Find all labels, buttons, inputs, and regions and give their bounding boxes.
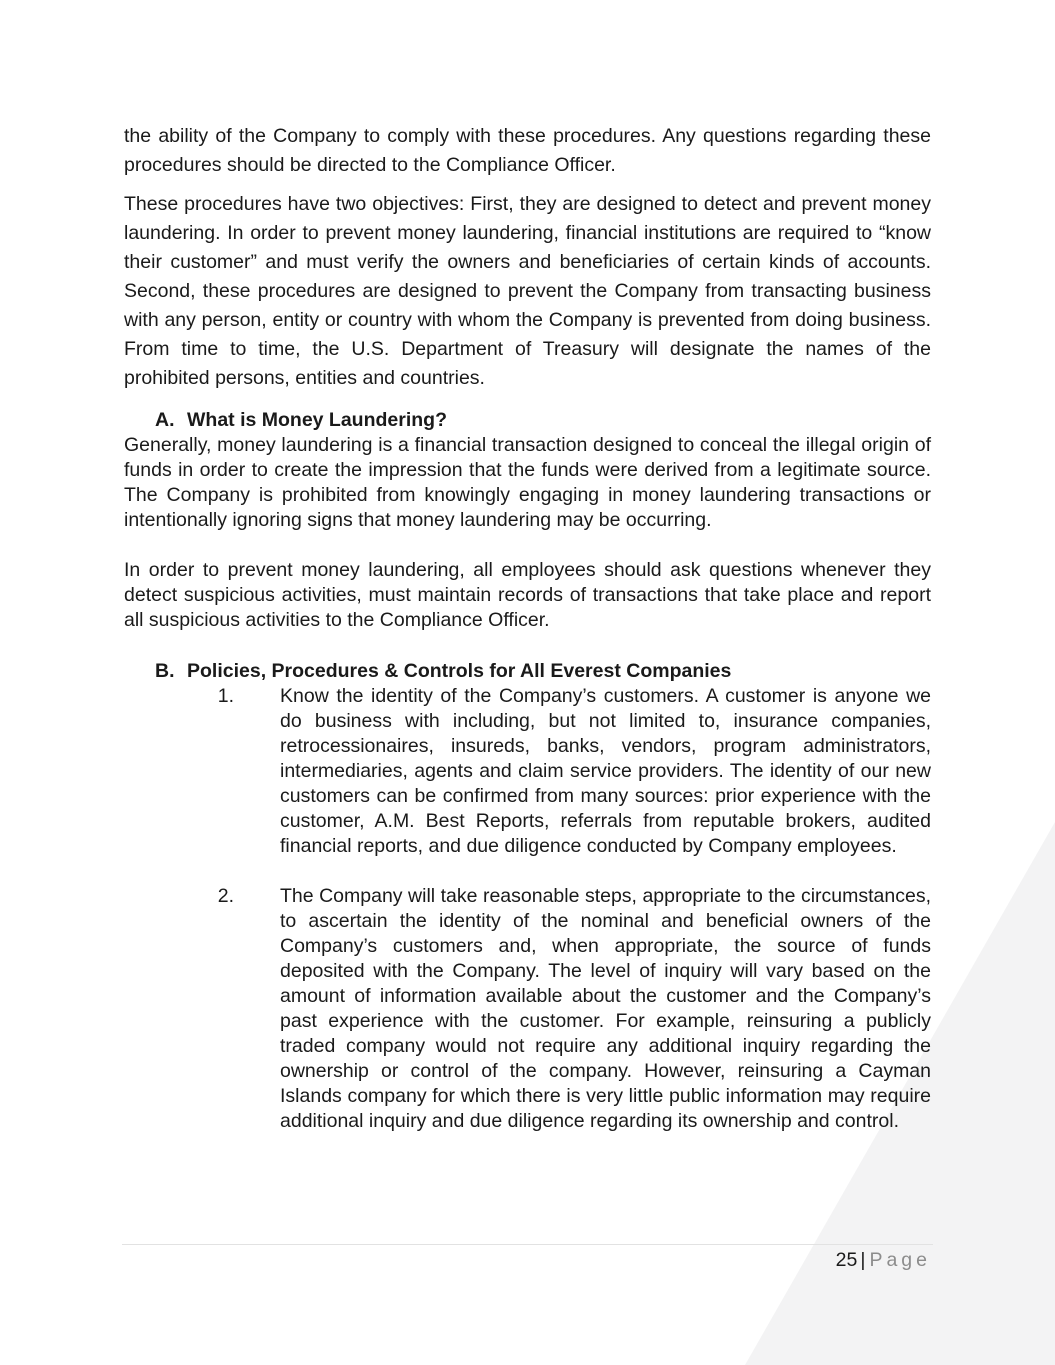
page-number: 25 xyxy=(835,1249,858,1271)
page-label: Page xyxy=(869,1249,931,1271)
list-item-number: 1. xyxy=(217,685,234,707)
intro-paragraph-2: These procedures have two objectives: First, they are designed to detect and prevent money laundering. In order to prevent money laundering, financial institutions are required to “know their customer” and must verify the owners and beneficiaries of certain kinds of accounts. Second, these procedures are designed to prevent the Company from transacting business with any person, entity or country with whom the Company is prevented from doing business. From time to time, the U.S. Department of Treasury will designate the names of the prohibited persons, entities and countries. xyxy=(124,193,931,389)
intro-paragraph-1: the ability of the Company to comply with these procedures. Any questions regarding these procedures should be directed to the Compliance Officer. xyxy=(124,125,931,176)
page-footer xyxy=(836,1247,931,1273)
section-a-paragraph-2: In order to prevent money laundering, all employees should ask questions whenever they detect suspicious activities, must maintain records of transactions that take place and report all suspicious activities to the Compliance Officer. xyxy=(124,559,931,631)
section-a-paragraph-1: Generally, money laundering is a financial transaction designed to conceal the illegal origin of funds in order to create the impression that the funds were derived from a legitimate source. The Company is prohibited from knowingly engaging in money laundering transactions or intentionally ignoring signs that money laundering may be occurring. xyxy=(124,434,931,531)
list-item xyxy=(124,884,931,1134)
section-a-heading xyxy=(124,407,931,433)
section-a-title: What is Money Laundering? xyxy=(187,409,448,431)
footer-divider xyxy=(122,1244,933,1245)
document-body xyxy=(124,122,931,1134)
list-item xyxy=(124,684,931,859)
list-item-number: 2. xyxy=(217,885,234,907)
list-item-text: Know the identity of the Company’s customers. A customer is anyone we do business with including, but not limited to, insurance companies, retrocessionaires, insureds, banks, vendors, program administrators, intermediaries, agents and claim service providers. The identity of our new customers can be confirmed from many sources: prior experience with the customer, A.M. Best Reports, referrals from reputable brokers, audited financial reports, and due diligence conducted by Company employees. xyxy=(280,685,931,857)
section-a-letter: A. xyxy=(155,409,175,431)
section-b-title: Policies, Procedures & Controls for All Everest Companies xyxy=(187,660,732,682)
section-b-heading xyxy=(124,658,931,684)
list-item-text: The Company will take reasonable steps, appropriate to the circumstances, to ascertain the identity of the nominal and beneficial owners of the Company’s customers and, when appropriate, the source of funds deposited with the Company. The level of inquiry will vary based on the amount of information available about the customer and the Company’s past experience with the customer. For example, reinsuring a publicly traded company would not require any additional inquiry regarding the ownership or control of the company. However, reinsuring a Cayman Islands company for which there is very little public information may require additional inquiry and due diligence regarding its ownership and control. xyxy=(280,885,931,1132)
section-b-letter: B. xyxy=(155,660,175,682)
footer-separator: | xyxy=(860,1249,866,1271)
